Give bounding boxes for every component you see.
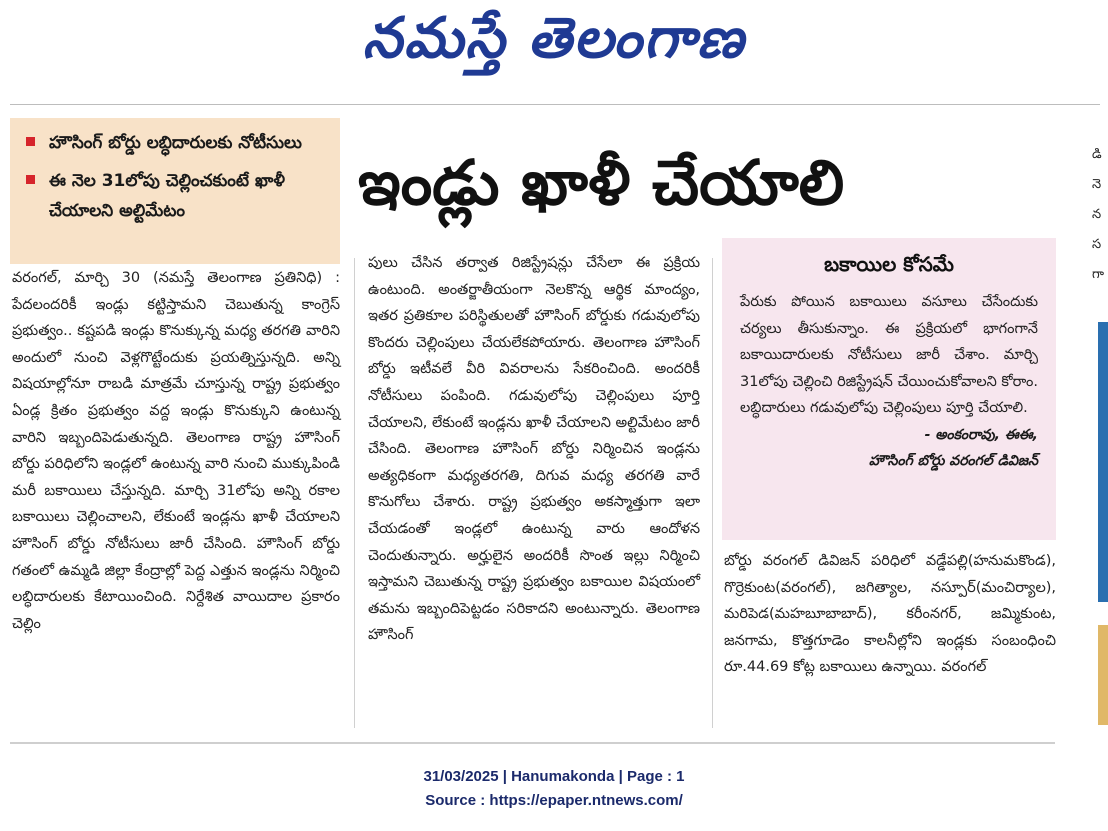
highlight-item xyxy=(22,128,328,158)
column-divider xyxy=(712,258,713,728)
page-footer xyxy=(0,765,1108,813)
masthead-divider xyxy=(10,104,1100,105)
quote-box xyxy=(722,238,1056,540)
highlight-item xyxy=(22,166,328,226)
adjacent-photo xyxy=(1098,322,1108,602)
quote-signature-name: - అంకంరావు, ఈఈ, xyxy=(924,426,1038,443)
bullet-square-icon xyxy=(26,137,35,146)
adjacent-article-edge xyxy=(1092,140,1106,290)
quote-signature-role: హౌసింగ్‌ బోర్డు వరంగల్‌ డివిజన్‌ xyxy=(868,452,1038,469)
highlights-box xyxy=(10,118,340,264)
newspaper-logo: నమస్తే తెలంగాణ xyxy=(362,5,746,71)
column-divider xyxy=(354,258,355,728)
bullet-square-icon xyxy=(26,175,35,184)
adjacent-text-fragment: డి xyxy=(1092,147,1102,162)
masthead xyxy=(0,0,1108,90)
article-column-3: బోర్డు వరంగల్‌ డివిజన్‌ పరిధిలో వడ్డేపల్లి(హనుమకొండ), గొర్రెకుంట(వరంగల్‌), జగిత్యాల, నస్పూర్‌(మంచిర్యాల), మరిపెడ(మహబూబాబాద్‌), కరీంనగర్‌, జమ్మికుంట, జనగామ, కొత్తగూడెం కాలనీల్లోని ఇండ్లకు సంబంధించి రూ.44.69 కోట్ల బకాయిలు ఉన్నాయి. వరంగల్‌ xyxy=(724,553,1056,676)
adjacent-photo xyxy=(1098,625,1108,725)
source-link[interactable]: Source : https://epaper.ntnews.com/ xyxy=(425,792,683,809)
quote-box-title: బకాయిల కోసమే xyxy=(824,252,954,276)
highlight-text: ఈ నెల 31లోపు చెల్లించకుంటే ఖాళీ చేయాలని అల్టిమేటం xyxy=(49,171,285,221)
adjacent-text-fragment: గా xyxy=(1092,267,1104,282)
highlight-text: హౌసింగ్‌ బోర్డు లబ్ధిదారులకు నోటీసులు xyxy=(49,133,302,153)
adjacent-text-fragment: న xyxy=(1092,207,1102,222)
article-column-1: వరంగల్‌, మార్చి 30 (నమస్తే తెలంగాణ ప్రతినిధి) : పేదలందరికీ ఇండ్లు కట్టిస్తామని చెబుతున్న కాంగ్రెస్‌ ప్రభుత్వం.. కష్టపడి ఇండ్లు కొనుక్కున్న మధ్య తరగతి వారిని అందులో నుంచి వెళ్లగొట్టేందుకు ప్రయత్నిస్తున్నది. అన్ని విషయాల్లోనూ రాబడి మాత్రమే చూస్తున్న రాష్ట్ర ప్రభుత్వం ఏండ్ల క్రితం ప్రభుత్వం వద్ద ఇండ్లు కొనుక్కుని ఉంటున్న వారిని ఇబ్బందిపెడుతున్నది. తెలంగాణ రాష్ట్ర హౌసింగ్‌ బోర్డు పరిధిలోని ఇండ్లలో ఉంటున్న వారి నుంచి ముక్కుపిండి మరీ బకాయిలు చేస్తున్నది. మార్చి 31లోపు అన్ని రకాల బకాయిలు చెల్లించాలని, లేకుంటే ఇండ్లను ఖాళీ చేయాలని హౌసింగ్‌ బోర్డు నోటీసులు జారీ చేసింది. హౌసింగ్‌ బోర్డు గతంలో ఉమ్మడి జిల్లా కేంద్రాల్లో పెద్ద ఎత్తున ఇండ్లను నిర్మించి లబ్ధిదారులకు కేటాయించింది. నిర్దేశిత వాయిదాల ప్రకారం చెల్లిం xyxy=(12,270,340,632)
adjacent-text-fragment: నె xyxy=(1092,177,1102,192)
article-headline: ఇండ్లు ఖాళీ చేయాలి xyxy=(358,146,845,219)
article-bottom-divider xyxy=(10,742,1055,744)
article-column-2: పులు చేసిన తర్వాత రిజిస్ట్రేషన్లు చేసేలా ఈ ప్రక్రియ ఉంటుంది. అంతర్జాతీయంగా నెలకొన్న ఆర్థిక మాంద్యం, ఇతర ప్రతికూల పరిస్థితులతో హౌసింగ్‌ బోర్డుకు గడువులోపు కొందరు చెల్లింపులు చేయలేకపోయారు. తెలంగాణ హౌసింగ్‌ బోర్డు ఇటీవలే వీరి వివరాలను సేకరించింది. అందరికీ నోటీసులు పంపింది. గడువులోపు చెల్లింపులు పూర్తి చేయాలని, లేకుంటే ఇండ్లను ఖాళీ చేయాలని అల్టిమేటం జారీ చేసింది. తెలంగాణ హౌసింగ్‌ బోర్డు నిర్మించిన ఇండ్లను అత్యధికంగా మధ్యతరగతి, దిగువ మధ్య తరగతి వారే కొనుగోలు చేశారు. రాష్ట్ర ప్రభుత్వం అకస్మాత్తుగా ఇలా చేయడంతో ఇండ్లలో ఉంటున్న వారు ఆందోళన చెందుతున్నారు. అర్హులైన అందరికీ సొంత ఇల్లు నిర్మించి ఇస్తామని చెబుతున్న రాష్ట్ర ప్రభుత్వం బకాయిల విషయంలో తమను ఇబ్బందిపెట్టడం సరికాదని అంటున్నారు. తెలంగాణ హౌసింగ్‌ xyxy=(368,255,700,644)
edition-info: 31/03/2025 | Hanumakonda | Page : 1 xyxy=(423,768,685,785)
quote-box-body: పేరుకు పోయిన బకాయిలు వసూలు చేసేందుకు చర్యలు తీసుకున్నాం. ఈ ప్రక్రియలో భాగంగానే బకాయిదారులకు నోటీసులు జారీ చేశాం. మార్చి 31లోపు చెల్లించి రిజిస్ట్రేషన్‌ చేయించుకోవాలని కోరాం. లబ్ధిదారులు గడువులోపు చెల్లింపులు పూర్తి చేయాలి. xyxy=(740,294,1038,417)
adjacent-text-fragment: స xyxy=(1092,237,1102,252)
